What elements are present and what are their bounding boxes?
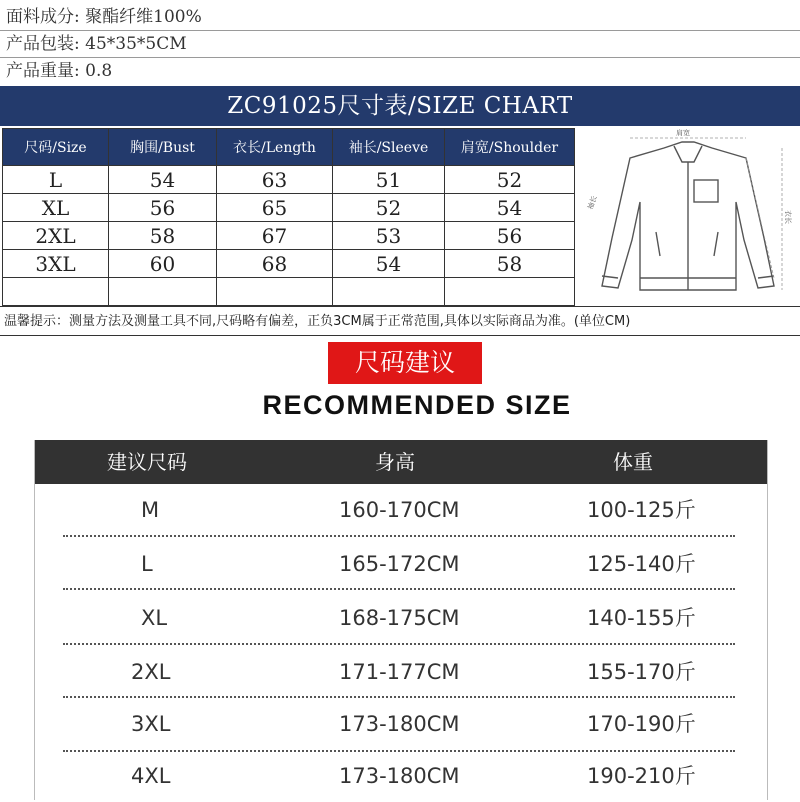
row-size: L bbox=[141, 552, 153, 576]
size-chart-title: ZC91025尺寸表/SIZE CHART bbox=[0, 86, 800, 126]
table-row bbox=[35, 750, 767, 802]
cell-sleeve: 52 bbox=[333, 194, 445, 222]
row-height: 165-172CM bbox=[339, 552, 460, 576]
cell-sleeve: 51 bbox=[333, 166, 445, 194]
header-bust: 胸围/Bust bbox=[109, 129, 217, 166]
cell-shoulder: 56 bbox=[445, 222, 575, 250]
measurement-tip: 温馨提示：测量方法及测量工具不同,尺码略有偏差，正负3CM属于正常范围,具体以实际商品为准。(单位CM) bbox=[0, 306, 800, 336]
table-row bbox=[35, 698, 767, 750]
cell-bust: 58 bbox=[109, 222, 217, 250]
info-value: 聚酯纤维100% bbox=[85, 7, 202, 27]
table-row bbox=[35, 484, 767, 536]
row-size: 3XL bbox=[131, 712, 171, 736]
row-weight: 125-140斤 bbox=[587, 552, 696, 576]
cell-size: 2XL bbox=[3, 222, 109, 250]
info-label: 面料成分: bbox=[6, 7, 80, 27]
table-row bbox=[3, 166, 575, 194]
header-weight: 体重 bbox=[613, 450, 653, 474]
recommend-title: RECOMMENDED SIZE bbox=[262, 390, 572, 420]
cell-shoulder: 58 bbox=[445, 250, 575, 278]
info-label: 产品重量: bbox=[6, 61, 80, 81]
row-size: 2XL bbox=[131, 660, 171, 684]
row-weight: 140-155斤 bbox=[587, 606, 696, 630]
row-height: 160-170CM bbox=[339, 498, 460, 522]
size-table bbox=[2, 128, 575, 306]
header-length: 衣长/Length bbox=[217, 129, 333, 166]
cell-length: 68 bbox=[217, 250, 333, 278]
row-weight: 190-210斤 bbox=[587, 764, 696, 788]
header-recommended-size: 建议尺码 bbox=[107, 450, 187, 474]
info-fabric bbox=[6, 6, 202, 28]
table-row bbox=[3, 194, 575, 222]
cell-size: XL bbox=[3, 194, 109, 222]
diagram-label-sleeve: 袖长 bbox=[586, 194, 599, 211]
info-weight bbox=[6, 60, 112, 82]
row-size: XL bbox=[141, 606, 168, 630]
divider bbox=[0, 57, 800, 58]
cell-sleeve: 54 bbox=[333, 250, 445, 278]
recommend-table bbox=[34, 440, 768, 800]
row-height: 173-180CM bbox=[339, 764, 460, 788]
row-divider bbox=[63, 535, 735, 537]
row-size: M bbox=[141, 498, 160, 522]
table-row bbox=[35, 538, 767, 590]
recommend-table-header bbox=[35, 440, 767, 484]
row-weight: 170-190斤 bbox=[587, 712, 696, 736]
row-weight: 155-170斤 bbox=[587, 660, 696, 684]
cell-size: L bbox=[3, 166, 109, 194]
cell-sleeve: 53 bbox=[333, 222, 445, 250]
cell-length: 67 bbox=[217, 222, 333, 250]
cell-bust: 54 bbox=[109, 166, 217, 194]
table-row bbox=[35, 592, 767, 644]
divider bbox=[0, 30, 800, 31]
size-table-header bbox=[3, 129, 575, 166]
info-packaging bbox=[6, 33, 187, 55]
table-row-empty bbox=[3, 278, 575, 306]
jacket-diagram-icon bbox=[578, 128, 798, 300]
table-row bbox=[3, 250, 575, 278]
diagram-label-length: 衣长 bbox=[784, 210, 792, 224]
row-height: 168-175CM bbox=[339, 606, 460, 630]
cell-length: 63 bbox=[217, 166, 333, 194]
row-height: 173-180CM bbox=[339, 712, 460, 736]
info-value: 45*35*5CM bbox=[85, 34, 187, 54]
diagram-label-shoulder: 肩宽 bbox=[676, 129, 690, 137]
row-divider bbox=[63, 588, 735, 590]
row-divider bbox=[63, 643, 735, 645]
recommend-badge: 尺码建议 bbox=[328, 342, 482, 384]
cell-shoulder: 54 bbox=[445, 194, 575, 222]
cell-shoulder: 52 bbox=[445, 166, 575, 194]
row-weight: 100-125斤 bbox=[587, 498, 696, 522]
cell-length: 65 bbox=[217, 194, 333, 222]
cell-bust: 56 bbox=[109, 194, 217, 222]
header-shoulder: 肩宽/Shoulder bbox=[445, 129, 575, 166]
table-row bbox=[3, 222, 575, 250]
info-value: 0.8 bbox=[85, 61, 113, 81]
table-row bbox=[35, 646, 767, 698]
cell-size: 3XL bbox=[3, 250, 109, 278]
cell-bust: 60 bbox=[109, 250, 217, 278]
row-height: 171-177CM bbox=[339, 660, 460, 684]
row-size: 4XL bbox=[131, 764, 171, 788]
header-sleeve: 袖长/Sleeve bbox=[333, 129, 445, 166]
info-label: 产品包装: bbox=[6, 34, 80, 54]
header-size: 尺码/Size bbox=[3, 129, 109, 166]
header-height: 身高 bbox=[375, 450, 415, 474]
